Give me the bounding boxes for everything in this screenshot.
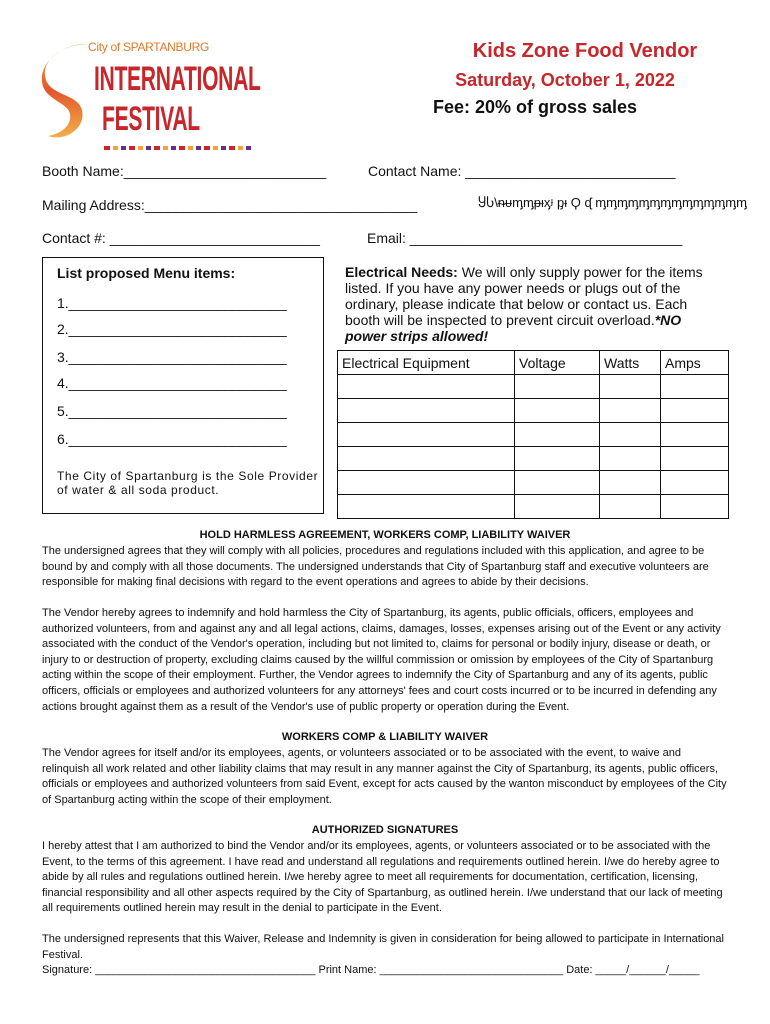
table-cell[interactable]	[515, 471, 600, 495]
table-row[interactable]	[338, 399, 729, 423]
table-cell[interactable]	[515, 423, 600, 447]
table-cell[interactable]	[515, 375, 600, 399]
menu-item-1[interactable]: 1.____________________________	[57, 295, 287, 311]
col-voltage: Voltage	[515, 351, 600, 375]
menu-item-4[interactable]: 4.____________________________	[57, 375, 287, 391]
menu-items-title: List proposed Menu items:	[57, 265, 236, 281]
menu-item-3[interactable]: 3.____________________________	[57, 349, 287, 365]
table-cell[interactable]	[600, 423, 661, 447]
table-cell[interactable]	[338, 399, 515, 423]
festival-logo	[38, 38, 261, 156]
table-cell[interactable]	[600, 375, 661, 399]
logo-festival-text: FESTIVAL	[102, 100, 200, 138]
menu-item-6[interactable]: 6.____________________________	[57, 431, 287, 447]
menu-item-2[interactable]: 2.____________________________	[57, 321, 287, 337]
mailing-address-garbled-text: ႸႱ\ᵰᵾᶆᶆᵽᵻᶍᶡ ᶈᵻ Ϙ ᶑ ᶆᶆᶆᶆᶆᶆᶆᶆᶆᶆᶆᶆᶆᶆ	[478, 195, 747, 210]
table-cell[interactable]	[600, 399, 661, 423]
electrical-needs-heading: Electrical Needs:	[345, 264, 458, 280]
table-row[interactable]	[338, 447, 729, 471]
table-cell[interactable]	[661, 375, 729, 399]
authorized-signatures-heading: AUTHORIZED SIGNATURES	[311, 824, 459, 836]
table-cell[interactable]	[515, 447, 600, 471]
agreement-paragraph-1: The undersigned agrees that they will comply with all policies, procedures and regulations included with this application, and agree to be bound by and comply with all those documents. The undersigned understands that City of Spartanburg staff and executive volunteers are responsible for making final decisions with regard to the event operations and agrees to abide by their decisions.	[42, 545, 709, 589]
table-cell[interactable]	[338, 375, 515, 399]
table-row[interactable]	[338, 471, 729, 495]
table-header-row	[338, 351, 729, 375]
logo-international-text: INTERNATIONAL	[94, 60, 261, 98]
table-cell[interactable]	[661, 423, 729, 447]
table-cell[interactable]	[661, 399, 729, 423]
logo-dash-decoration	[104, 146, 254, 150]
table-row[interactable]	[338, 495, 729, 519]
table-cell[interactable]	[515, 399, 600, 423]
hold-harmless-heading: HOLD HARMLESS AGREEMENT, WORKERS COMP, LIABILITY WAIVER	[199, 529, 571, 541]
table-row[interactable]	[338, 375, 729, 399]
workers-comp-paragraph: The Vendor agrees for itself and/or its employees, agents, or volunteers associated or to be associated with the event, to waive and relinquish all work related and other liability claims that may result in any manner against the City of Spartanburg, its agents, public officers, officials or employees and authorized volunteers from said Event, except for acts caused by the wanton misconduct by employees of the City of Spartanburg acting within the scope of their employment.	[42, 747, 727, 806]
authorized-signatures-paragraph: I hereby attest that I am authorized to bind the Vendor and/or its employees, agents, or volunteers associated or to be associated with the Event, to the terms of this agreement. I have read and understand all regulations and requirements outlined herein. I/we do hereby agree to abide by all rules and regulations outlined herein. I/we hereby agree to meet all requirements for documentation, certification, licensing, financial responsibility and all other aspects required by the City of Spartanburg, as outlined herein. I/we understand that our lack of meeting all requirements outlined herein may result in the denial to participate in the Event.	[42, 840, 723, 915]
col-watts: Watts	[600, 351, 661, 375]
table-cell[interactable]	[600, 471, 661, 495]
table-cell[interactable]	[600, 447, 661, 471]
electrical-equipment-table	[337, 350, 729, 519]
logo-city-text: City of SPARTANBURG	[88, 40, 209, 54]
email-field[interactable]: Email: ___________________________________	[367, 230, 683, 246]
menu-item-5[interactable]: 5.____________________________	[57, 403, 287, 419]
power-strip-warning: *NO power strips allowed!	[345, 312, 682, 344]
sole-provider-note: The City of Spartanburg is the Sole Provider of water & all soda product.	[57, 469, 319, 497]
table-cell[interactable]	[600, 495, 661, 519]
event-date: Saturday, October 1, 2022	[455, 70, 675, 90]
agreement-paragraph-2: The Vendor hereby agrees to indemnify and hold harmless the City of Spartanburg, its agents, public officials, officers, employees and authorized volunteers, from and against any and all legal actions, claims, damages, losses, expenses arising out of the Event or any activity associated with the conduct of the Vendor's operation, including but not limited to, claims for personal or bodily injury, disease or death, or injury to or destruction of property, excluding claims caused by the willful commission or omission by employees of the City of Spartanburg acting within the scope of their employment. Further, the Vendor agrees to indemnify the City of Spartanburg and any of its agents, public officers, officials or employees and authorized volunteers for any attorneys' fees and court costs incurred or to be incurred in defending any actions brought against them as a result of the Vendor's use of public property or operation during the Event.	[42, 607, 721, 713]
table-row[interactable]	[338, 423, 729, 447]
table-cell[interactable]	[661, 471, 729, 495]
electrical-needs-body: We will only supply power for the items listed. If you have any power needs or plugs out of the ordinary, please indicate that below or contact us. Each booth will be inspected to prevent circuit overload.	[345, 264, 703, 328]
table-cell[interactable]	[661, 447, 729, 471]
menu-items-box	[42, 257, 324, 514]
mailing-address-field[interactable]: Mailing Address:___________________________________	[42, 197, 418, 213]
workers-comp-heading: WORKERS COMP & LIABILITY WAIVER	[281, 731, 489, 743]
col-amps: Amps	[661, 351, 729, 375]
table-cell[interactable]	[338, 423, 515, 447]
form-title: Kids Zone Food Vendor	[472, 40, 698, 62]
signature-line[interactable]: Signature: ____________________________________ Print Name: ______________________________ Date: _____/______/_____	[42, 964, 700, 976]
col-equipment: Electrical Equipment	[338, 351, 515, 375]
electrical-needs-text	[345, 264, 725, 344]
table-cell[interactable]	[515, 495, 600, 519]
table-cell[interactable]	[338, 447, 515, 471]
booth-name-field[interactable]: Booth Name:__________________________	[42, 163, 327, 179]
contact-name-field[interactable]: Contact Name: ___________________________	[368, 163, 676, 179]
waiver-consideration-paragraph: The undersigned represents that this Waiver, Release and Indemnity is given in consideration for being allowed to participate in International Festival.	[42, 933, 724, 961]
contact-number-field[interactable]: Contact #: ___________________________	[42, 230, 320, 246]
table-cell[interactable]	[661, 495, 729, 519]
fee-text: Fee: 20% of gross sales	[432, 97, 638, 117]
table-cell[interactable]	[338, 471, 515, 495]
table-cell[interactable]	[338, 495, 515, 519]
